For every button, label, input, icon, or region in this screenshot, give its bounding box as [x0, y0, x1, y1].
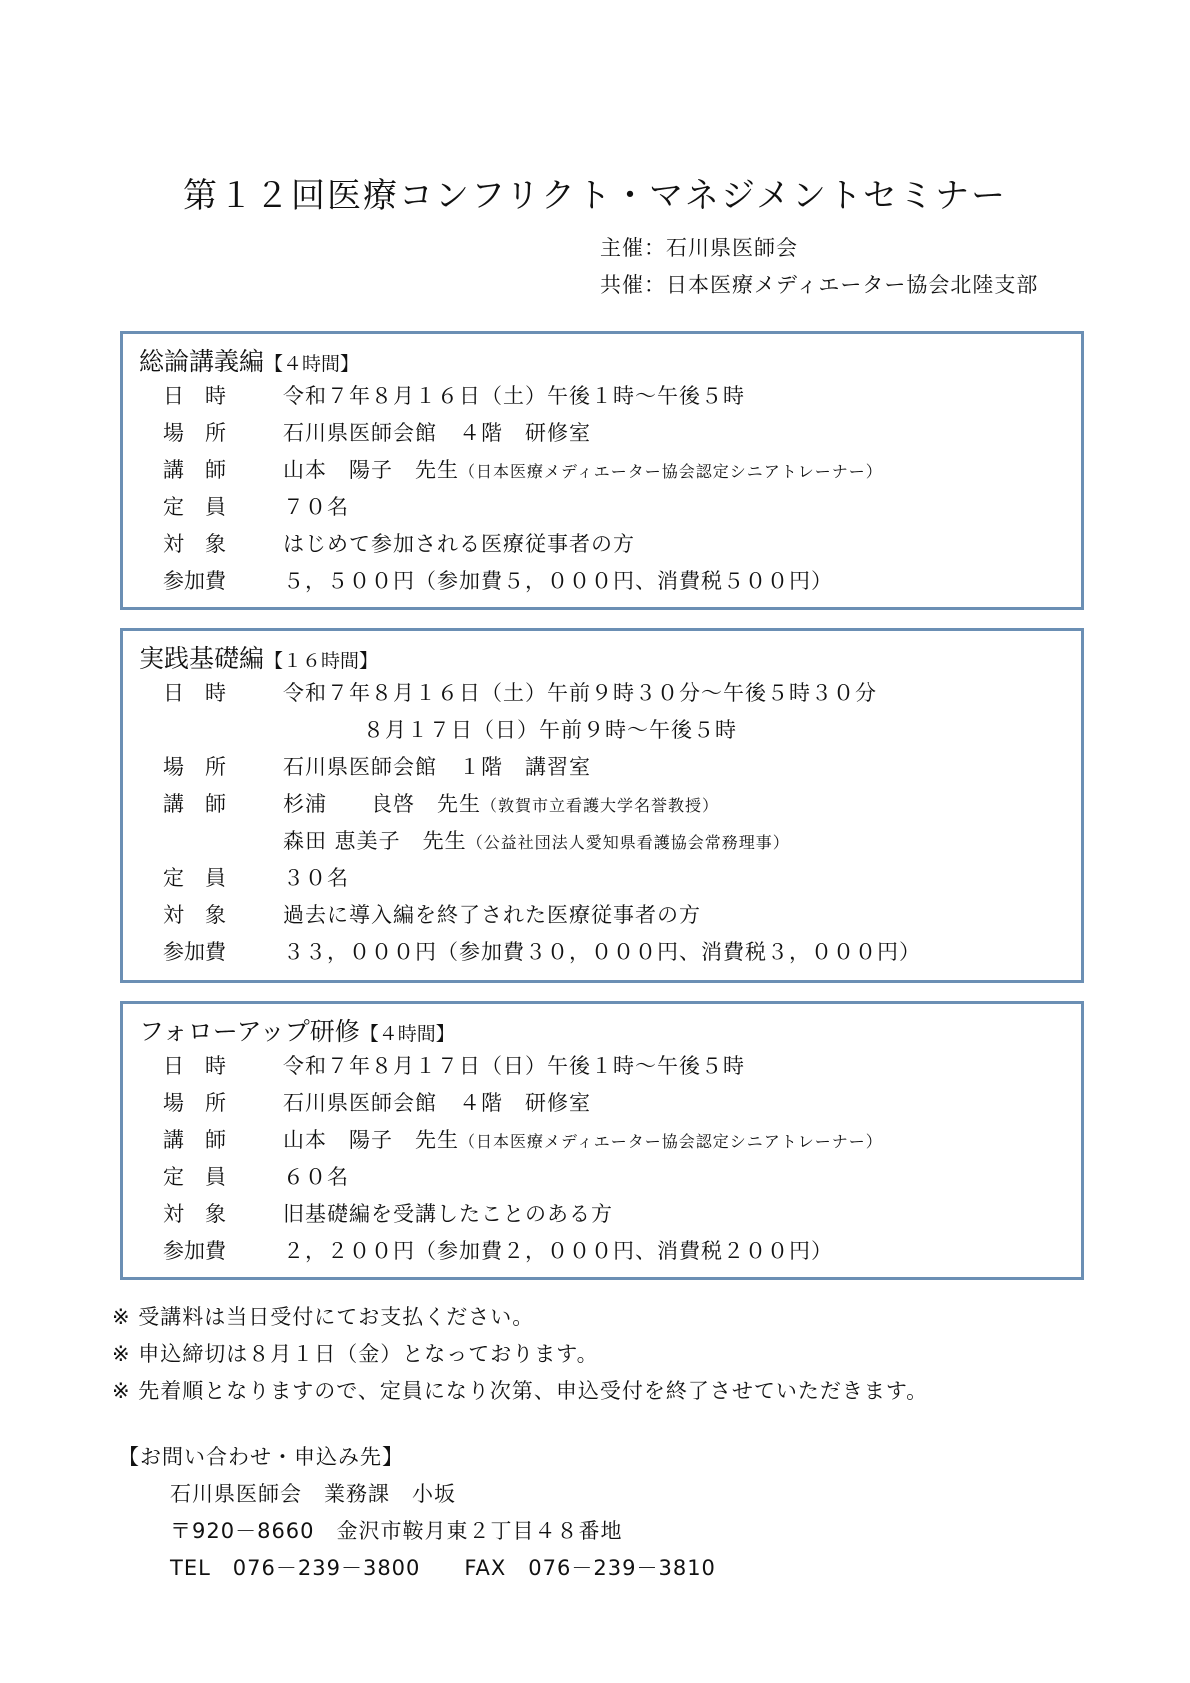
row-value: 杉浦 良啓 先生 [283, 792, 481, 816]
row-label: 講 師 [163, 458, 226, 482]
row-label: 定 員 [163, 1165, 226, 1189]
info-row-venue [163, 415, 591, 451]
row-value: ８月１７日（日）午前９時～午後５時 [363, 718, 737, 742]
info-row-capacity [163, 489, 349, 525]
info-row-target [163, 526, 635, 562]
section-practical-basics [120, 628, 1084, 983]
section-title [139, 342, 359, 378]
contact-address: 〒920－8660 金沢市鞍月東２丁目４８番地 [170, 1519, 623, 1543]
contact-phone-fax [170, 1552, 716, 1582]
row-value: ３３，０００円（参加費３０，０００円、消費税３，０００円） [283, 940, 921, 964]
note-deadline: ※ 申込締切は８月１日（金）となっております。 [112, 1342, 599, 1366]
info-row-datetime [163, 1048, 745, 1084]
row-label: 参加費 [163, 569, 226, 593]
row-value: 石川県医師会館 ４階 研修室 [283, 421, 591, 445]
row-label: 日 時 [163, 1054, 226, 1078]
co-organizer: 共催：日本医療メディエーター協会北陸支部 [600, 273, 1039, 297]
row-label: 対 象 [163, 903, 226, 927]
info-row-target [163, 1196, 613, 1232]
info-row-target [163, 897, 701, 933]
row-label: 講 師 [163, 792, 226, 816]
row-label: 日 時 [163, 384, 226, 408]
contact-tel: TEL 076－239－3800 [170, 1556, 421, 1580]
row-label: 参加費 [163, 1239, 226, 1263]
row-value: 森田 恵美子 先生 [283, 829, 467, 853]
row-value: 過去に導入編を終了された医療従事者の方 [283, 903, 701, 927]
section-general-lecture [120, 331, 1084, 610]
row-value: 石川県医師会館 ４階 研修室 [283, 1091, 591, 1115]
row-value: ２，２００円（参加費２，０００円、消費税２００円） [283, 1239, 833, 1263]
row-note: （敦賀市立看護大学名誉教授） [481, 796, 720, 815]
section-hours: 【４時間】 [359, 1023, 455, 1045]
section-hours: 【４時間】 [264, 353, 360, 375]
row-value: 令和７年８月１６日（土）午後１時～午後５時 [283, 384, 745, 408]
info-row-datetime [163, 378, 745, 414]
contact-fax: FAX 076－239－3810 [464, 1556, 716, 1580]
row-label: 対 象 [163, 1202, 226, 1226]
page-title: 第１２回医療コンフリクト・マネジメントセミナー [183, 176, 1007, 216]
info-row-fee [163, 934, 921, 970]
info-row-fee [163, 563, 833, 599]
info-row-fee [163, 1233, 833, 1269]
row-note: （日本医療メディエーター協会認定シニアトレーナー） [459, 462, 883, 481]
row-value: ７０名 [283, 495, 349, 519]
row-value: ５，５００円（参加費５，０００円、消費税５００円） [283, 569, 833, 593]
row-label: 定 員 [163, 866, 226, 890]
row-label: 場 所 [163, 755, 226, 779]
note-payment: ※ 受講料は当日受付にてお支払ください。 [112, 1305, 535, 1329]
row-note: （公益社団法人愛知県看護協会常務理事） [466, 833, 790, 852]
info-row-datetime-cont [263, 712, 737, 748]
row-label: 参加費 [163, 940, 226, 964]
info-row-lecturer-2 [163, 823, 790, 859]
row-value: 旧基礎編を受講したことのある方 [283, 1202, 613, 1226]
row-value: 山本 陽子 先生 [283, 1128, 459, 1152]
section-title [139, 1012, 455, 1048]
info-row-capacity [163, 860, 349, 896]
row-label: 定 員 [163, 495, 226, 519]
section-title [139, 639, 378, 675]
row-value: はじめて参加される医療従事者の方 [283, 532, 635, 556]
section-name: フォローアップ研修 [139, 1017, 360, 1046]
organizer: 主催：石川県医師会 [600, 236, 798, 260]
section-name: 実践基礎編 [139, 644, 265, 673]
row-value: 令和７年８月１６日（土）午前９時３０分～午後５時３０分 [283, 681, 877, 705]
row-label: 対 象 [163, 532, 226, 556]
info-row-lecturer [163, 1122, 883, 1158]
info-row-lecturer [163, 452, 883, 488]
row-value: 石川県医師会館 １階 講習室 [283, 755, 591, 779]
row-value: 山本 陽子 先生 [283, 458, 459, 482]
info-row-venue [163, 1085, 591, 1121]
section-follow-up [120, 1001, 1084, 1280]
info-row-capacity [163, 1159, 349, 1195]
info-row-venue [163, 749, 591, 785]
info-row-lecturer [163, 786, 719, 822]
row-value: ３０名 [283, 866, 349, 890]
section-hours: 【１６時間】 [264, 650, 379, 672]
row-label: 日 時 [163, 681, 226, 705]
row-value: ６０名 [283, 1165, 349, 1189]
info-row-datetime [163, 675, 877, 711]
note-first-come: ※ 先着順となりますので、定員になり次第、申込受付を終了させていただきます。 [112, 1379, 929, 1403]
row-label: 場 所 [163, 1091, 226, 1115]
row-label: 講 師 [163, 1128, 226, 1152]
section-name: 総論講義編 [139, 347, 265, 376]
row-label: 場 所 [163, 421, 226, 445]
contact-heading: 【お問い合わせ・申込み先】 [118, 1445, 404, 1469]
row-note: （日本医療メディエーター協会認定シニアトレーナー） [459, 1132, 883, 1151]
contact-name: 石川県医師会 業務課 小坂 [170, 1482, 456, 1506]
row-value: 令和７年８月１７日（日）午後１時～午後５時 [283, 1054, 745, 1078]
